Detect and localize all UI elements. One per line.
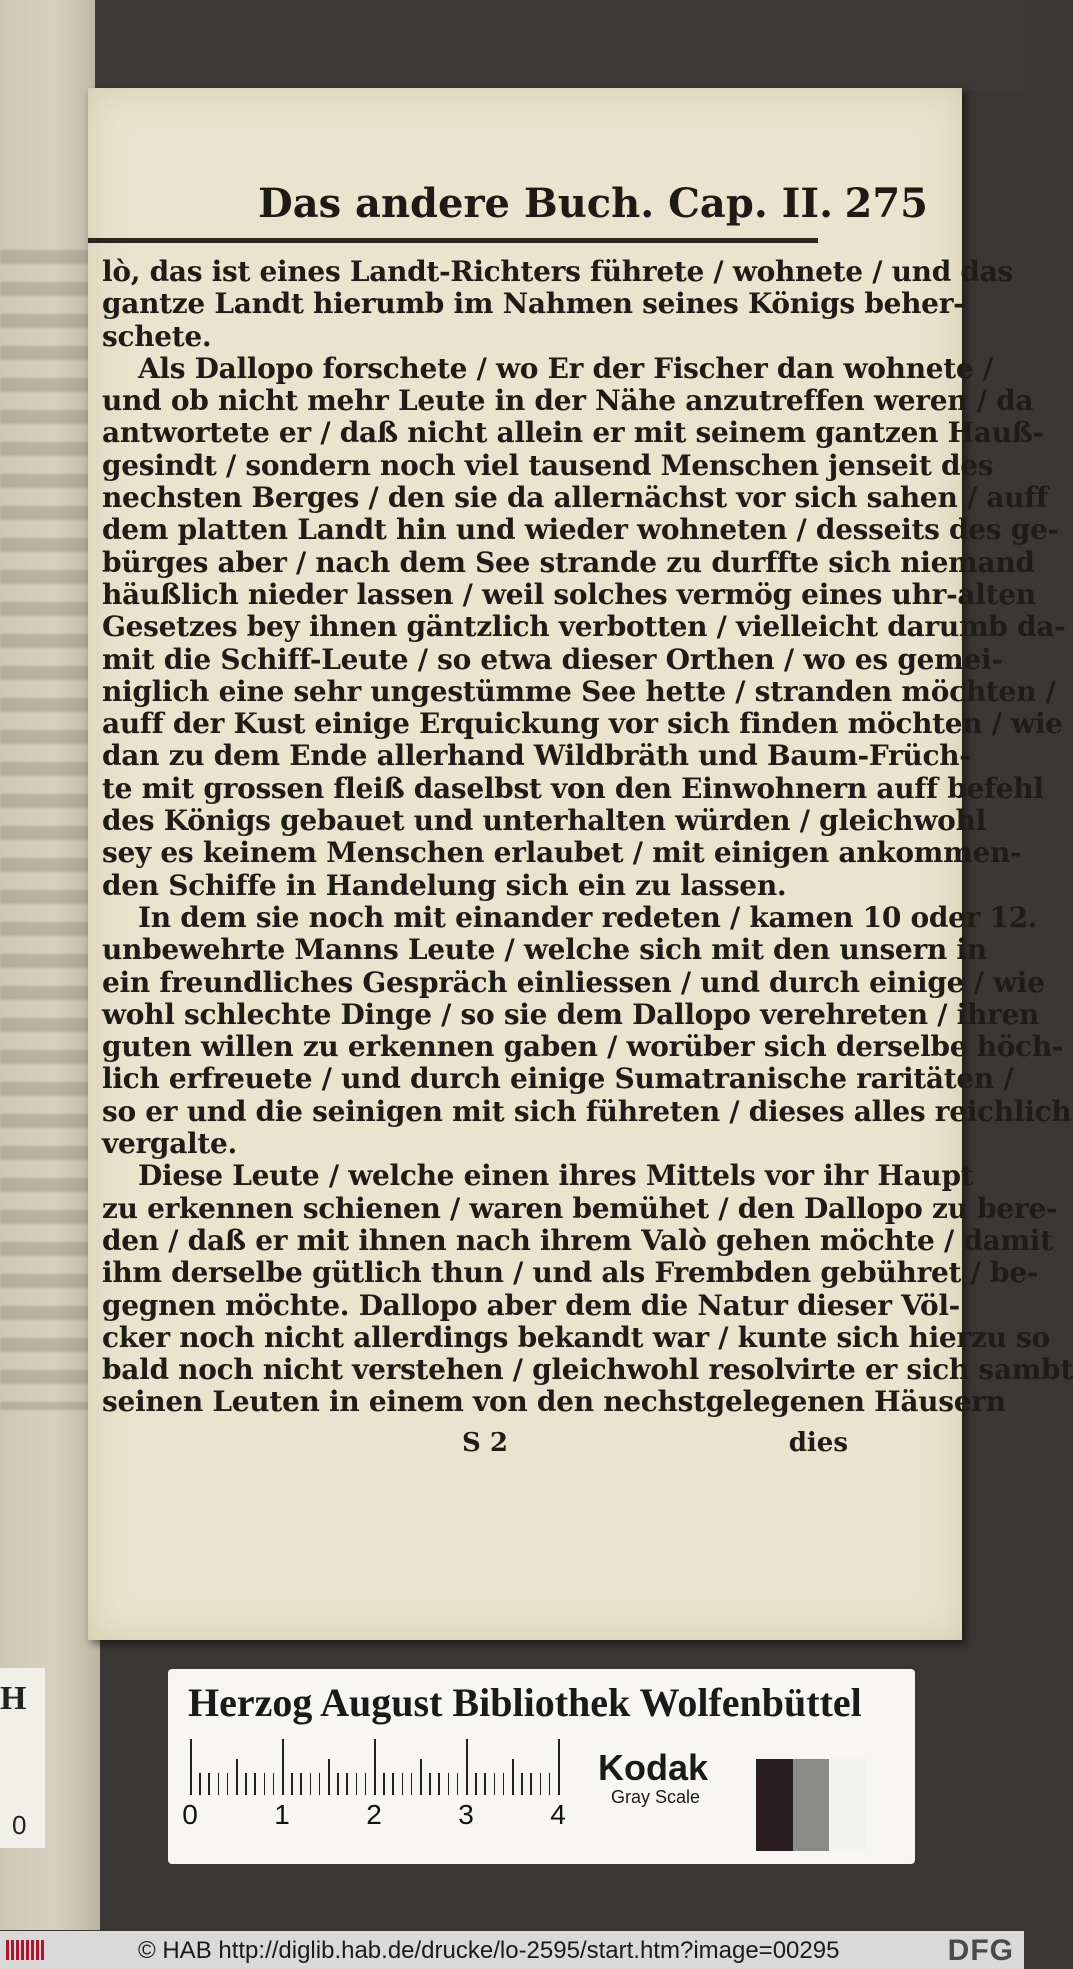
ruler-number: 2 — [366, 1799, 382, 1830]
ruler-number: 1 — [274, 1799, 290, 1830]
gray-step — [829, 1759, 866, 1851]
ruler-tick — [291, 1773, 293, 1795]
text-line: bürges aber / nach dem See strande zu durffte sich niemand — [102, 545, 1035, 579]
catchword: dies — [788, 1428, 848, 1458]
text-line: nechsten Berges / den sie da allernächst vor sich sahen / auff — [102, 481, 1048, 515]
text-line: wohl schlechte Dinge / so sie dem Dallopo verehreten / ihren — [102, 997, 1040, 1031]
text-line: lò, das ist eines Landt-Richters führete / wohnete / und das — [102, 255, 1014, 288]
running-head-title: Das andere Buch. Cap. II. — [258, 180, 834, 227]
ruler-tick — [475, 1773, 477, 1795]
ruler-tick — [558, 1739, 560, 1795]
text-line: te mit grossen fleiß daselbst von den Einwohnern auff befehl — [102, 771, 1044, 805]
signature-mark: S 2 — [462, 1428, 508, 1458]
text-line: cker noch nicht allerdings bekandt war / kunte sich hierzu so — [102, 1320, 1050, 1354]
ruler-tick — [254, 1773, 256, 1795]
ruler-tick — [245, 1773, 247, 1795]
ruler-tick — [300, 1773, 302, 1795]
text-line: den / daß er mit ihnen nach ihrem Valò gehen möchte / damit — [102, 1223, 1053, 1257]
ruler-tick — [512, 1759, 514, 1795]
book-page — [88, 88, 1073, 1640]
text-line: unbewehrte Manns Leute / welche sich mit den unsern in — [102, 933, 987, 967]
ruler-tick — [319, 1773, 321, 1795]
partial-card-number: 0 — [12, 1810, 27, 1840]
color-card — [168, 1669, 915, 1864]
source-credit[interactable]: © HAB http://diglib.hab.de/drucke/lo-2595/start.htm?image=00295 — [138, 1937, 840, 1964]
text-line: gegnen möchte. Dallopo aber dem die Natur dieser Völ- — [102, 1288, 960, 1322]
header-rule — [88, 238, 818, 243]
ruler-tick — [365, 1773, 367, 1795]
gray-step — [793, 1759, 830, 1851]
scale-ruler — [182, 1753, 570, 1830]
text-line: Als Dallopo forschete / wo Er der Fischer dan wohnete / — [138, 351, 993, 385]
ruler-tick — [429, 1773, 431, 1795]
ruler-tick — [402, 1773, 404, 1795]
text-line: so er und die seinigen mit sich führeten / dieses alles reichlich — [102, 1094, 1072, 1128]
text-line: schete. — [102, 319, 212, 353]
ruler-tick — [346, 1773, 348, 1795]
ruler-tick — [310, 1773, 312, 1795]
text-line: sey es keinem Menschen erlaubet / mit einigen ankommen- — [102, 836, 1022, 870]
ruler-tick — [503, 1773, 505, 1795]
ruler-tick — [273, 1773, 275, 1795]
body-text — [102, 255, 1073, 1419]
text-line: zu erkennen schienen / waren bemühet / den Dallopo zu bere- — [102, 1191, 1058, 1225]
text-line: ihm derselbe gütlich thun / und als Frembden gebühret / be- — [102, 1256, 1039, 1290]
text-line: bald noch nicht verstehen / gleichwohl resolvirte er sich sambt — [102, 1353, 1073, 1387]
ruler-tick — [374, 1739, 376, 1795]
ruler-tick — [457, 1773, 459, 1795]
text-line: Gesetzes bey ihnen gäntzlich verbotten / vielleicht darumb da- — [102, 610, 1066, 644]
dfg-logo: DFG — [947, 1934, 1014, 1967]
text-line: ein freundliches Gespräch einliessen / und durch einige / wie — [102, 965, 1045, 999]
ruler-tick — [484, 1773, 486, 1795]
ruler-tick — [494, 1773, 496, 1795]
card-title: Herzog August Bibliothek Wolfenbüttel — [188, 1680, 862, 1725]
kodak-brand: Kodak — [598, 1747, 709, 1788]
kodak-subtitle: Gray Scale — [611, 1787, 701, 1807]
ruler-tick — [264, 1773, 266, 1795]
ruler-tick — [549, 1773, 551, 1795]
text-line: den Schiffe in Handelung sich ein zu lassen. — [102, 868, 787, 902]
ruler-tick — [521, 1773, 523, 1795]
ruler-tick — [236, 1759, 238, 1795]
ruler-number: 4 — [550, 1799, 566, 1830]
ruler-tick — [282, 1739, 284, 1795]
ruler-tick — [438, 1773, 440, 1795]
ruler-tick — [392, 1773, 394, 1795]
text-line: und ob nicht mehr Leute in der Nähe anzutreffen weren / da — [102, 384, 1034, 418]
text-line: Diese Leute / welche einen ihres Mittels vor ihr Haupt — [138, 1159, 974, 1193]
ruler-tick — [190, 1739, 192, 1795]
ruler-tick — [218, 1773, 220, 1795]
text-line: antwortete er / daß nicht allein er mit seinem gantzen Hauß- — [102, 416, 1044, 450]
ruler-tick — [337, 1773, 339, 1795]
ruler-number: 3 — [458, 1799, 474, 1830]
ruler-tick — [411, 1773, 413, 1795]
text-line: mit die Schiff-Leute / so etwa dieser Orthen / wo es gemei- — [102, 642, 1003, 676]
ruler-tick — [540, 1773, 542, 1795]
partial-color-card — [0, 1668, 45, 1848]
gray-step — [756, 1759, 793, 1851]
previous-page-edge — [0, 0, 100, 1930]
ruler-tick — [383, 1773, 385, 1795]
running-head — [258, 180, 928, 228]
text-line: gantze Landt hierumb im Nahmen seines Königs beher- — [102, 287, 965, 321]
text-line: dan zu dem Ende allerhand Wildbräth und Baum-Früch- — [102, 739, 971, 773]
ruler-tick — [448, 1773, 450, 1795]
text-line: des Königs gebauet und unterhalten würden / gleichwohl — [102, 804, 986, 838]
viewer-footer-bar — [0, 1931, 1024, 1969]
text-line: guten willen zu erkennen gaben / worüber sich derselbe höch- — [102, 1030, 1064, 1064]
ruler-tick — [356, 1773, 358, 1795]
text-line: niglich eine sehr ungestümme See hette / stranden möchten / — [102, 674, 1056, 708]
text-line: gesindt / sondern noch viel tausend Menschen jenseit des — [102, 448, 994, 482]
text-line: seinen Leuten in einem von den nechstgelegenen Häusern — [102, 1385, 1006, 1419]
ruler-tick — [420, 1759, 422, 1795]
gray-scale-steps — [756, 1759, 866, 1851]
ruler-tick — [199, 1773, 201, 1795]
text-line: lich erfreuete / und durch einige Sumatranische raritäten / — [102, 1062, 1014, 1096]
hab-logo-icon — [6, 1940, 46, 1960]
page-footer — [88, 1428, 848, 1464]
partial-card-letter: H — [0, 1680, 27, 1717]
ruler-number: 0 — [182, 1799, 198, 1830]
page-number: 275 — [844, 180, 928, 227]
ruler-tick — [328, 1759, 330, 1795]
ruler-tick — [208, 1773, 210, 1795]
text-line: dem platten Landt hin und wieder wohneten / desseits des ge- — [102, 513, 1059, 547]
text-line: In dem sie noch mit einander redeten / kamen 10 oder 12. — [138, 900, 1038, 934]
scan-background — [95, 0, 1024, 90]
ruler-tick — [227, 1773, 229, 1795]
ruler-tick — [530, 1773, 532, 1795]
text-line: häußlich nieder lassen / weil solches vermög eines uhr-alten — [102, 577, 1036, 611]
ruler-tick — [466, 1739, 468, 1795]
text-line: vergalte. — [102, 1127, 237, 1161]
text-line: auff der Kust einige Erquickung vor sich finden möchten / wie — [102, 707, 1063, 741]
